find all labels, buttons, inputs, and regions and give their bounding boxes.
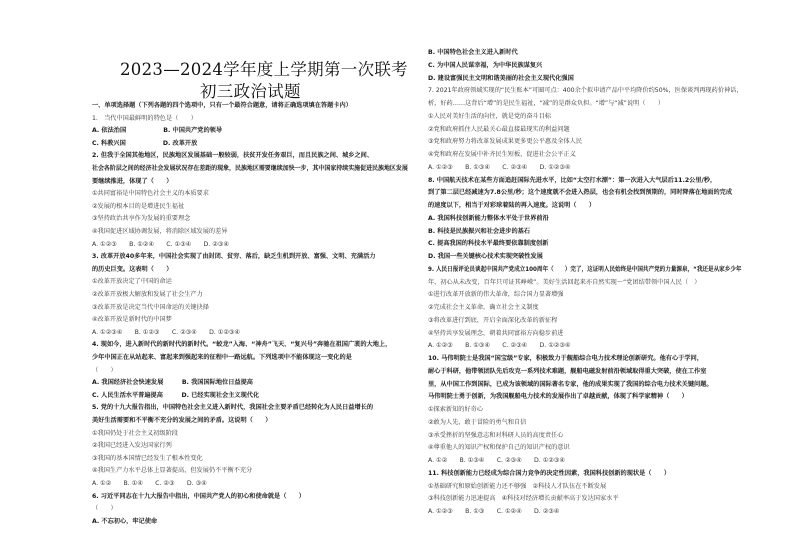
question-text-line: ②我国已经进入发达国家行列	[92, 442, 172, 450]
question-text-line: ④党和政府在发展中补齐民生短板，促进社会公平正义	[428, 151, 576, 158]
question-text-line: ④我国生产力水平总体上显著提高，但发展仍不平衡不充分	[92, 467, 253, 475]
question-text-line: 到了第二层已经减速为7.8公里/秒；这个速度就不会进入热层，也会有机会找到预期的，同时降落在地面的完成	[428, 189, 733, 197]
question-text-line: ④改革开放是新时代的中国梦	[92, 316, 172, 324]
question-text-line: A. ①② B. ①③④ C. ②③④ D. ①②③④	[428, 457, 565, 464]
question-text-line: C. 提高我国的科技水平最终要依靠制度创新	[428, 240, 549, 248]
question-text-line: 耐心于科研，他带领团队先后攻克一系列技术难题，舰船电磁发射前沿领域取得重大突破，使在工作室	[428, 367, 707, 375]
question-text-line: B. 中国特色社会主义进入新时代	[428, 49, 518, 56]
question-text-line: ①探索新知的好奇心	[428, 406, 484, 413]
question-text-line: A. ①②③ B. ①③④ C. ②③④ D. ①②③④	[428, 342, 571, 350]
question-text-line: ②改革开放极大解放和发展了社会生产力	[92, 291, 203, 298]
question-text-line: C. 科教兴国 D. 改革开放	[92, 139, 198, 147]
question-text-line: ②敢为人先，敢于冒险的勇气和自信	[428, 418, 527, 426]
question-text-line: C. 人民生活水平普遍提高 D. 已经实现社会主义现代化	[92, 391, 260, 399]
question-text-line: A. 不忘初心，牢记使命	[92, 517, 158, 525]
question-text-line: （ ）	[92, 366, 117, 374]
question-text-line: 里，从中国工作到国际，已成为该领域的国际著名专家，他的成果实现了我国的综合电力技术关键问题。	[428, 380, 713, 388]
question-text-line: C. 为中国人民谋幸福，为中华民族谋复兴	[428, 61, 543, 69]
question-text-line: B. 科技是民族振兴和社会进步的基石	[428, 227, 531, 235]
question-text-line: ④坚持共享发展理念，朝着共同富裕方向稳步前进	[428, 329, 564, 337]
question-text-line: 美好生活需要和不平衡不充分的发展之间的矛盾。这说明（ ）	[92, 417, 272, 424]
question-text-line: A. 依法治国 B. 中国共产党的领导	[92, 127, 223, 135]
question-text-line: ①共同富裕是中国特色社会主义的本质要求	[92, 190, 209, 198]
question-text-line: ④尊重他人的知识产权和保护自己的知识产权的意识	[428, 444, 570, 452]
question-text-line: ③坚持政治共享作为发展的重要理念	[92, 215, 191, 223]
question-text-line: 2. 但我于全国其他地区，民族地区发展基础一般较弱，扶贫开发任务艰巨，而且民族之间、城乡之间、	[92, 152, 374, 160]
question-text-line: A. ①②③④ B. ①②③ C. ②③④ D. ①②③④	[92, 328, 240, 336]
question-text-line: 4. 现如今，进入新时代的新时代的新时代。“蛟龙”入海、“神舟”飞天、“复兴号”奔驰在祖国广袤的大地上，	[92, 341, 392, 349]
question-text-line: 1. 当代中国最鲜明的特色是（ ）	[92, 114, 197, 122]
question-text-line: 3. 改革开放40多年来，中国社会实现了由封闭、贫穷、落后，缺乏生机到开放、富强、文明、充满活力	[92, 253, 376, 261]
question-text-line: A. ①②③ B. ①③ C. ①②④ D. ②③④	[428, 508, 560, 515]
question-text-line: A. 我国经济社会快速发展 B. 我国国际地位日益提高	[92, 379, 253, 387]
question-text-line: ①我国仍处于社会主义初级阶段	[92, 429, 178, 437]
question-text-line: 10. 马伟明院士是我国“国宝级”专家，积极致力于舰船综合电力技术理论创新研究。他有心于学问，	[428, 355, 703, 362]
question-text-line: 的历史巨变。这表明（ ）	[92, 265, 173, 273]
question-text-line: ②党和政府抓住人民最关心最直接最现实的利益问题	[428, 125, 570, 133]
question-text-line: ③将改革进行到底，开启全面深化改革的新征程	[428, 316, 558, 324]
question-text-line: A. ①②③ B. ①②④ C. ①③④ D. ②③④	[92, 240, 229, 248]
question-text-line: ③承受挫折的坚强意志和对科研人员的高度责任心	[428, 431, 564, 439]
question-text-line: （ ）	[92, 505, 117, 513]
question-text-line: 11. 科技创新能力已经成为综合国力竞争的决定性因素，我国科技创新的现状是（ ）	[428, 469, 671, 477]
exam-subtitle: 初三政治试题	[200, 82, 301, 101]
exam-title: 2023—2024学年度上学期第一次联考	[120, 60, 408, 79]
question-text-line: ③党和政府努力将改革发展成果更多更公平惠及全体人民	[428, 138, 583, 146]
question-text-line: ④我国促进区域协调发展，将消除区域发展的差异	[92, 228, 228, 235]
question-text-line: A. 我国科技创新能力整体水平处于世界前沿	[428, 214, 549, 222]
question-text-line: ③科技创新能力迅速提高 ④科技对经济增长贡献率高于发达国家水平	[428, 495, 619, 503]
question-text-line: 9. 人民日报评论员谈起中国共产党成立100周年（ ）完了，这证明人民始终是中国共产党的力量源泉，“我还是从家乡少年	[428, 265, 742, 273]
question-text-line: ①基础研究和原始创新能力还不够强 ②科技人才队伍在不断发展	[428, 482, 607, 490]
question-text-line: 析，好药……这背后“增”的是民生福祉，“减”的是群众负担。“增”与“减”说明（ ）	[428, 100, 665, 107]
question-text-line: ①人民对美好生活的向往，就是党的奋斗目标	[428, 112, 552, 120]
question-text-line: 5. 党的十九大报告指出，中国特色社会主义进入新时代，我国社会主要矛盾已经转化为人民日益增长的	[92, 404, 374, 412]
question-text-line: ①进行改革开放新的伟大革命，综合国力显著增强	[428, 291, 564, 299]
question-text-line: 少年中国正在从站起来、富起来到强起来的征程中一路远航。下列选项中不能体现这一变化的是	[92, 354, 352, 361]
question-text-line: D. 我国一些关键核心技术实现突破性发展	[428, 253, 543, 260]
question-text-line: ②发展的根本目的是增进民生福祉	[92, 202, 185, 210]
question-text-line: 要继续推进，体现了（ ）	[92, 177, 173, 185]
question-text-line: 6. 习近平同志在十九大报告中指出，中国共产党人的初心和使命就是（ ）	[92, 492, 305, 500]
question-text-line: 社会各阶层之间的经济社会发展状况存在差距的现象，民族地区需要继续加快一步，其中国家持续实施促进民族地区发展	[92, 165, 408, 172]
question-text-line: 8. 中国航天技术在某些方面追赶国际先进水平，比如“太空打水漂”：第一次进入大气层后11.2公里/秒，	[428, 176, 717, 184]
question-text-line: D. 建设富强民主文明和谐美丽的社会主义现代化强国	[428, 74, 574, 82]
question-text-line: ①改革开放决定了中国的命运	[92, 278, 172, 286]
question-text-line: A. ①② B. ①④ C. ②③ D. ③④	[92, 480, 207, 487]
question-text-line: 的速度以下，相当于对彩球着陆的再入速度。这说明（ ）	[428, 202, 596, 209]
question-text-line: ③改革开放是决定当代中国命运的关键抉择	[92, 303, 209, 311]
question-text-line: ③我国的基本国情已经发生了根本性变化	[92, 454, 203, 462]
question-text-line: ②完成社会主义革命，确立社会主义制度	[428, 304, 539, 311]
question-text-line: 7. 2021年政府领域实现的“民生账本”可圈可点：400余个拟申请产品中平均降价约50%，医保谈判再现药价神话，	[428, 87, 743, 95]
question-text-line: 一、单项选择题（下列各题的四个选项中，只有一个最符合题意，请将正确选项填在答题卡内）	[92, 102, 352, 109]
question-text-line: A. ①②③ B. ①③④ C. ②③④ D. ①②③④	[428, 163, 571, 171]
question-text-line: 年，初心从未改变，百年只可证其峥嵘”。美好生活回起来亦自然实现～“党团结带领中国人民（ ）	[428, 278, 701, 286]
question-text-line: 马伟明院士勇于创新，为我国舰船电力技术的发展作出了卓越贡献，体现了科学家精神（ ）	[428, 393, 688, 401]
